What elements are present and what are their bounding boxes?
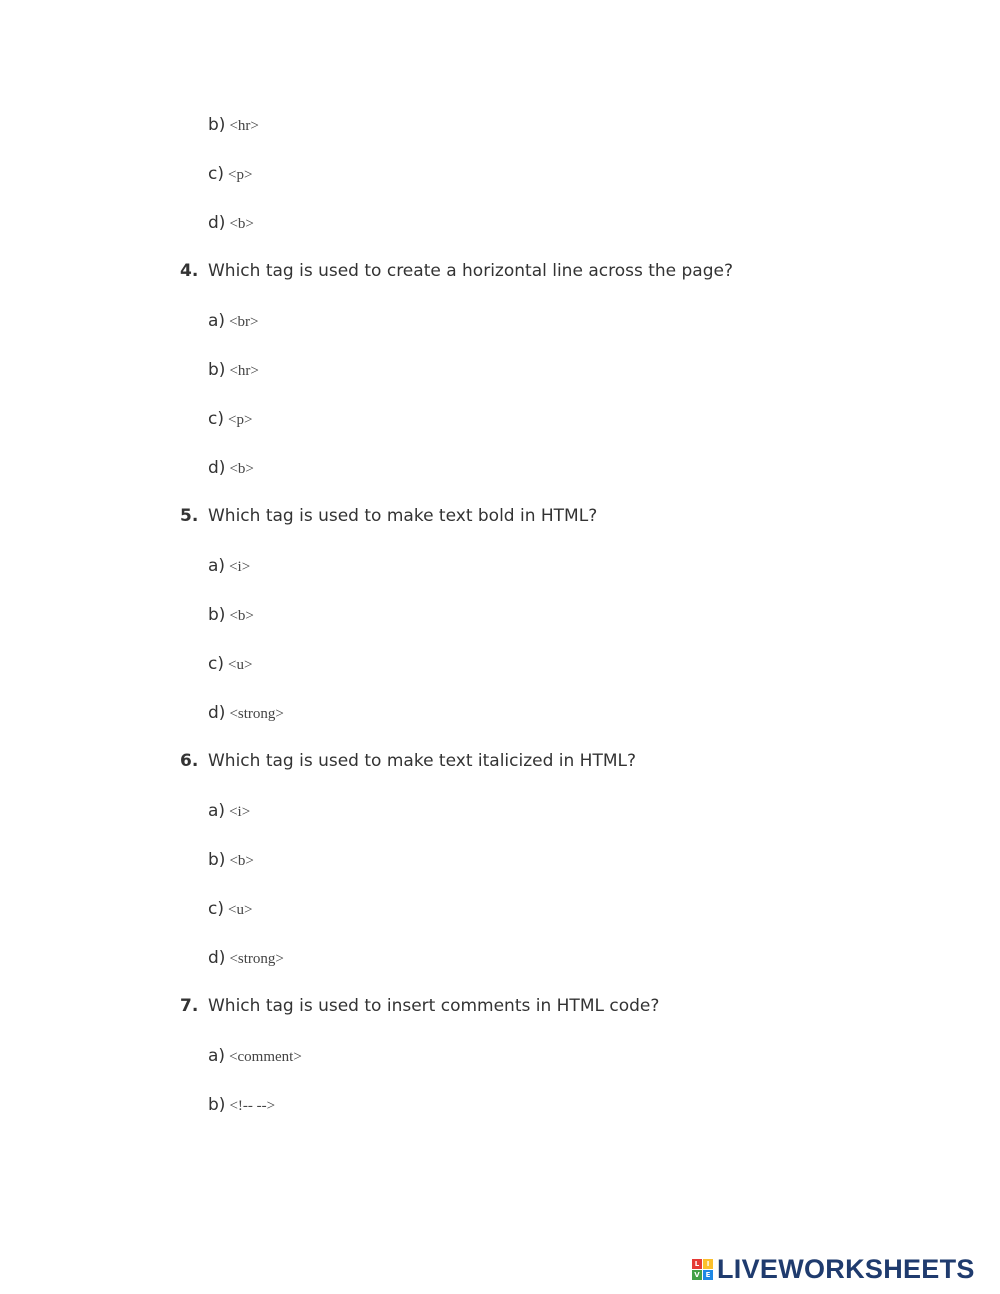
option-code: <strong> — [229, 951, 284, 967]
question — [180, 750, 636, 772]
answer-option — [208, 212, 254, 234]
option-letter: b) — [208, 605, 226, 625]
question — [180, 505, 597, 527]
option-letter: d) — [208, 213, 226, 233]
question-number: 6. — [180, 751, 199, 771]
option-letter: a) — [208, 1046, 226, 1066]
option-code: <u> — [227, 657, 253, 673]
option-code: <i> — [229, 559, 251, 575]
logo-icon-tile: I — [703, 1259, 713, 1269]
option-code: <hr> — [229, 118, 259, 134]
option-letter: b) — [208, 850, 226, 870]
option-code: <u> — [227, 902, 253, 918]
answer-option — [208, 555, 250, 577]
logo-icon-tile: L — [692, 1259, 702, 1269]
question-text: Which tag is used to insert comments in HTML code? — [208, 996, 660, 1016]
option-letter: a) — [208, 556, 226, 576]
option-letter: b) — [208, 360, 226, 380]
question-number: 4. — [180, 261, 199, 281]
option-code: <br> — [229, 314, 259, 330]
answer-option — [208, 359, 259, 381]
answer-option — [208, 310, 258, 332]
option-code: <b> — [229, 853, 254, 869]
answer-option — [208, 1094, 275, 1116]
answer-option — [208, 702, 284, 724]
option-letter: d) — [208, 458, 226, 478]
question-text: Which tag is used to make text bold in HTML? — [208, 506, 598, 526]
liveworksheets-logo-icon — [692, 1259, 713, 1280]
answer-option — [208, 114, 259, 136]
answer-option — [208, 947, 284, 969]
option-letter: b) — [208, 1095, 226, 1115]
option-letter: a) — [208, 801, 226, 821]
option-letter: c) — [208, 164, 224, 184]
answer-option — [208, 457, 254, 479]
option-letter: d) — [208, 948, 226, 968]
question — [180, 260, 733, 282]
question-text: Which tag is used to make text italicized in HTML? — [208, 751, 637, 771]
option-letter: b) — [208, 115, 226, 135]
question-number: 5. — [180, 506, 199, 526]
answer-option — [208, 408, 252, 430]
option-code: <b> — [229, 608, 254, 624]
question — [180, 995, 659, 1017]
question-text: Which tag is used to create a horizontal line across the page? — [208, 261, 733, 281]
answer-option — [208, 163, 252, 185]
option-letter: c) — [208, 654, 224, 674]
option-letter: c) — [208, 899, 224, 919]
answer-option — [208, 653, 252, 675]
question-number: 7. — [180, 996, 199, 1016]
option-code: <p> — [227, 412, 253, 428]
answer-option — [208, 849, 254, 871]
logo-icon-tile: E — [703, 1270, 713, 1280]
option-code: <strong> — [229, 706, 284, 722]
option-code: <comment> — [229, 1049, 302, 1065]
logo-text: LIVEWORKSHEETS — [717, 1253, 975, 1284]
option-code: <!-- --> — [229, 1098, 276, 1114]
option-letter: c) — [208, 409, 224, 429]
option-code: <p> — [227, 167, 253, 183]
answer-option — [208, 898, 252, 920]
option-code: <b> — [229, 216, 254, 232]
logo-icon-tile: V — [692, 1270, 702, 1280]
answer-option — [208, 1045, 302, 1067]
option-letter: a) — [208, 311, 226, 331]
option-code: <hr> — [229, 363, 259, 379]
option-code: <b> — [229, 461, 254, 477]
answer-option — [208, 800, 250, 822]
option-code: <i> — [229, 804, 251, 820]
option-letter: d) — [208, 703, 226, 723]
liveworksheets-logo — [692, 1253, 975, 1285]
answer-option — [208, 604, 254, 626]
